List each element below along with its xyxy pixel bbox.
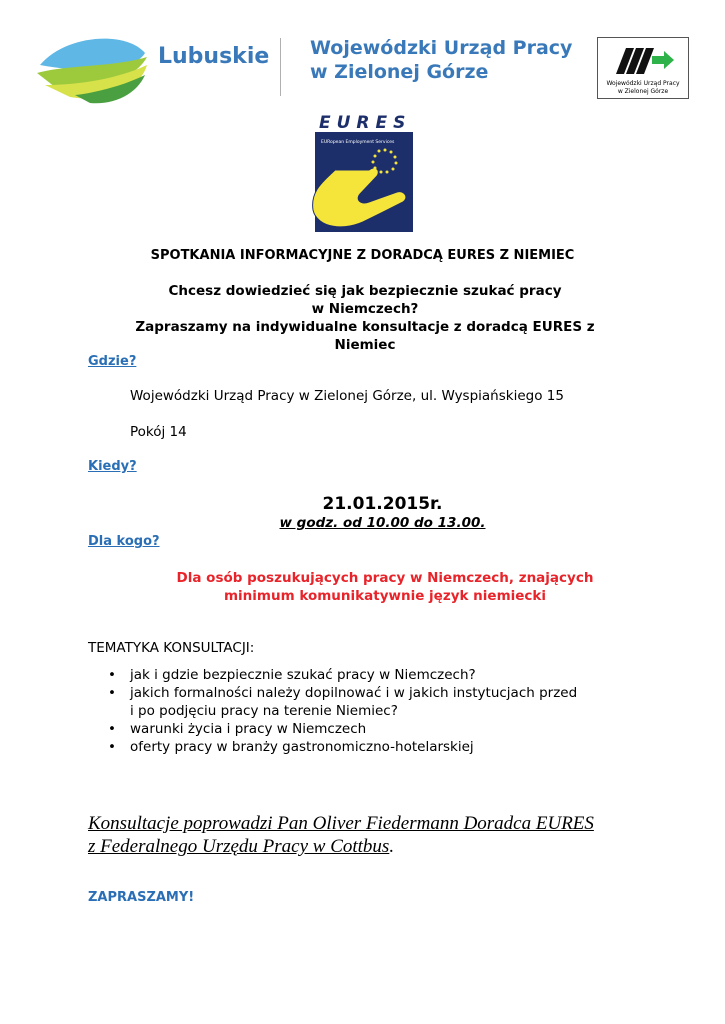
eures-logo [305, 110, 415, 235]
list-item-text: oferty pracy w branży gastronomiczno-hotelarskiej [130, 739, 474, 755]
office-title [310, 36, 572, 84]
header-divider [280, 38, 281, 96]
consultant-line2: z Federalnego Urzędu Pracy w Cottbus [88, 836, 390, 857]
list-item-continuation [108, 702, 638, 720]
intro-block [130, 282, 600, 354]
consultant-line2-wrap [88, 836, 394, 858]
lubuskie-logo-icon [35, 35, 150, 105]
list-item [108, 738, 638, 756]
who-line2: minimum komunikatywnie język niemiecki [223, 588, 547, 604]
office-title-line2: w Zielonej Górze [310, 61, 489, 83]
bullet-icon: • [108, 667, 116, 683]
page-title: SPOTKANIA INFORMACYJNE Z DORADCĄ EURES Z NIEMIEC [150, 248, 575, 263]
wup-logo-caption-line1: Wojewódzki Urząd Pracy [606, 80, 680, 87]
eures-logo-text: EURES [319, 113, 412, 133]
intro-line1: Chcesz dowiedzieć się jak bezpiecznie szukać pracy [168, 283, 562, 299]
intro-line3: Zapraszamy na indywidualne konsultacje z doradcą EURES z [135, 319, 595, 335]
office-title-line1: Wojewódzki Urząd Pracy [310, 37, 573, 59]
bullet-icon: • [108, 739, 116, 755]
brand-name: Lubuskie [158, 44, 270, 69]
list-item-text: jak i gdzie bezpiecznie szukać pracy w Niemczech? [130, 667, 476, 683]
where-address: Wojewódzki Urząd Pracy w Zielonej Górze, ul. Wyspiańskiego 15 [130, 388, 564, 404]
where-room: Pokój 14 [130, 424, 187, 440]
list-item-text: warunki życia i pracy w Niemczech [130, 721, 367, 737]
bullet-icon: • [108, 685, 116, 701]
closing-invitation: ZAPRASZAMY! [88, 890, 195, 905]
wup-logo-caption-line2: w Zielonej Górze [617, 88, 669, 95]
where-label: Gdzie? [88, 354, 137, 369]
event-hours: w godz. od 10.00 do 13.00. [279, 515, 486, 531]
intro-line2: w Niemczech? [311, 301, 419, 317]
intro-line4: Niemiec [334, 337, 396, 353]
when-label: Kiedy? [88, 459, 137, 474]
who-label: Dla kogo? [88, 534, 160, 549]
list-item [108, 684, 638, 702]
consultant-line2-end: . [389, 836, 395, 857]
list-item-text: i po podjęciu pracy na terenie Niemiec? [130, 703, 398, 719]
topics-list [108, 666, 638, 756]
bullet-icon: • [108, 721, 116, 737]
wup-logo-box [597, 37, 689, 99]
list-item-text: jakich formalności należy dopilnować i w jakich instytucjach przed [130, 685, 578, 701]
topics-heading: TEMATYKA KONSULTACJI: [88, 640, 255, 656]
stairs-arrow-icon [612, 42, 676, 78]
list-item [108, 720, 638, 738]
consultant-line1: Konsultacje poprowadzi Pan Oliver Fiedermann Doradca EURES [88, 813, 594, 834]
eures-logo-subtitle: EURopean Employment Services [321, 140, 395, 145]
list-item [108, 666, 638, 684]
event-date: 21.01.2015r. [322, 494, 443, 514]
wup-logo-caption [598, 80, 688, 96]
who-line1: Dla osób poszukujących pracy w Niemczech, znających [176, 570, 594, 586]
who-description [150, 569, 620, 605]
